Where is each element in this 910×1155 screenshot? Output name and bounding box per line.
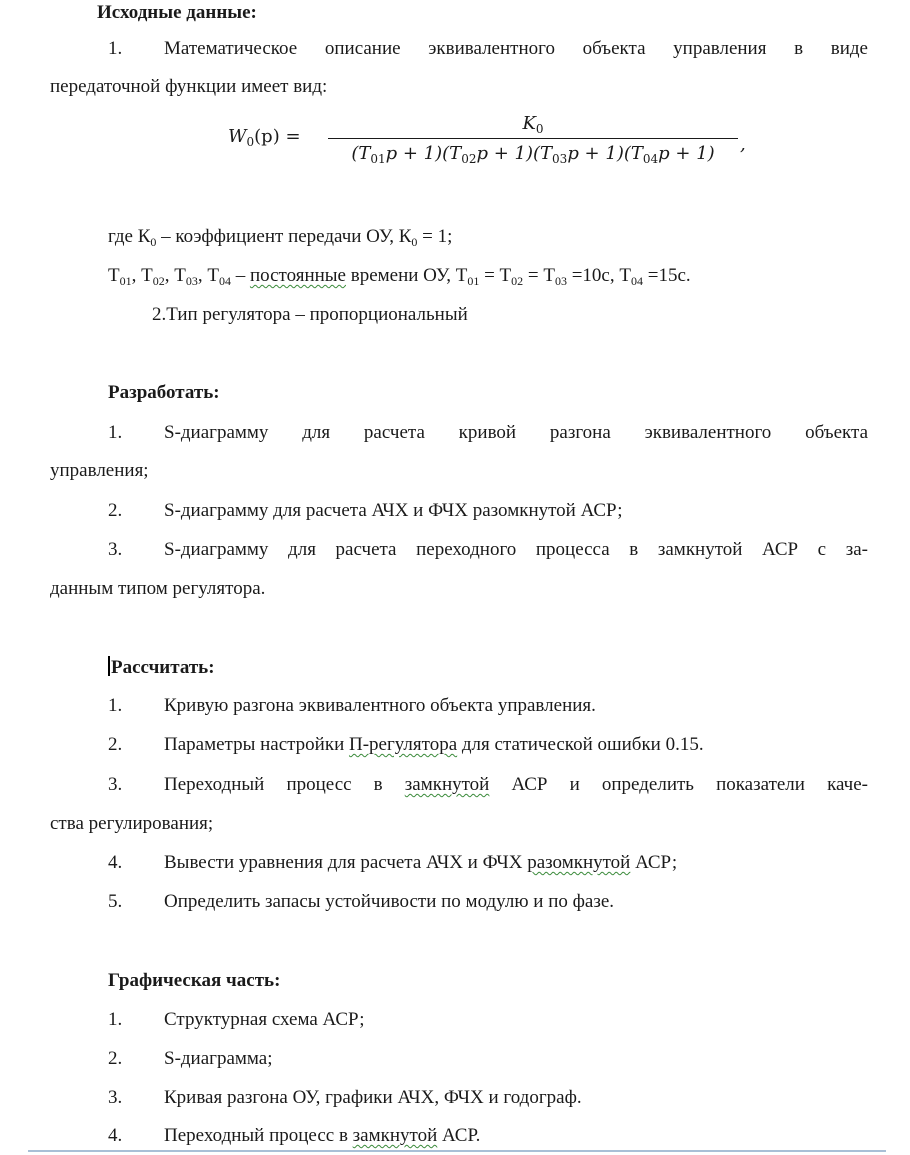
formula-comma: , [740,134,746,155]
calc-item-5: 5. Определить запасы устойчивости по модулю и по фазе. [108,891,615,912]
calc-item-1: 1. Кривую разгона эквивалентного объекта управления. [108,695,596,716]
transfer-function-formula [228,108,758,174]
graphic-item-2: 2. S-диаграмма; [108,1048,273,1069]
heading-calculate: Рассчитать: [108,656,215,679]
graphic-item-4: 4. Переходный процесс в замкнутой АСР. [108,1125,481,1146]
regulator-type-line: 2.Тип регулятора – пропорциональный [152,304,468,325]
formula-denominator: $(T_{01}p + 1)(T_{02}p + 1)(T_{03}p + 1)(T_{04}p + 1)$ [351,143,715,166]
heading-initial-data: Исходные данные: [97,2,257,23]
develop-item-3: 3. S-диаграмму для расчета переходного процесса в замкнутой АСР с за- [108,539,868,560]
calc-item-2: 2. Параметры настройки П-регулятора для статической ошибки 0.15. [108,734,704,755]
page-bottom-rule [28,1150,886,1152]
heading-develop: Разработать: [108,382,220,403]
develop-item-3-cont: данным типом регулятора. [50,578,266,599]
calc-item-4: 4. Вывести уравнения для расчета АЧХ и ФЧХ разомкнутой АСР; [108,852,678,873]
develop-item-1: 1. S-диаграмму для расчета кривой разгона эквивалентного объекта [108,422,868,443]
graphic-item-3: 3. Кривая разгона ОУ, графики АЧХ, ФЧХ и годограф. [108,1087,582,1108]
develop-item-2: 2. S-диаграмму для расчета АЧХ и ФЧХ разомкнутой АСР; [108,500,623,521]
calc-item-3: 3. Переходный процесс в замкнутой АСР и определить показатели каче- [108,774,868,795]
coefficient-line: где $К_0$ – коэффициент передачи ОУ, $К_0 = 1$; [108,226,453,249]
text-cursor [108,656,110,676]
formula-fraction [328,110,738,169]
calc-item-3-cont: ства регулирования; [50,813,214,834]
formula-numerator: $K_0$ [522,113,544,136]
heading-graphic-part: Графическая часть: [108,970,281,991]
item1-line1: 1. Математическое описание эквивалентного объекта управления в виде [108,38,868,59]
time-constants-line: $Т_{01}$, $Т_{02}$, $Т_{03}$, $Т_{04}$ – постоянные времени ОУ, $Т_{01} = Т_{02} = Т_{03} =10с$, $Т_{04} =15с$. [108,265,691,288]
item1-line2: передаточной функции имеет вид: [50,76,328,97]
graphic-item-1: 1. Структурная схема АСР; [108,1009,365,1030]
formula-lhs: $W_0(p)$ = [228,126,301,149]
develop-item-1-cont: управления; [50,460,149,481]
